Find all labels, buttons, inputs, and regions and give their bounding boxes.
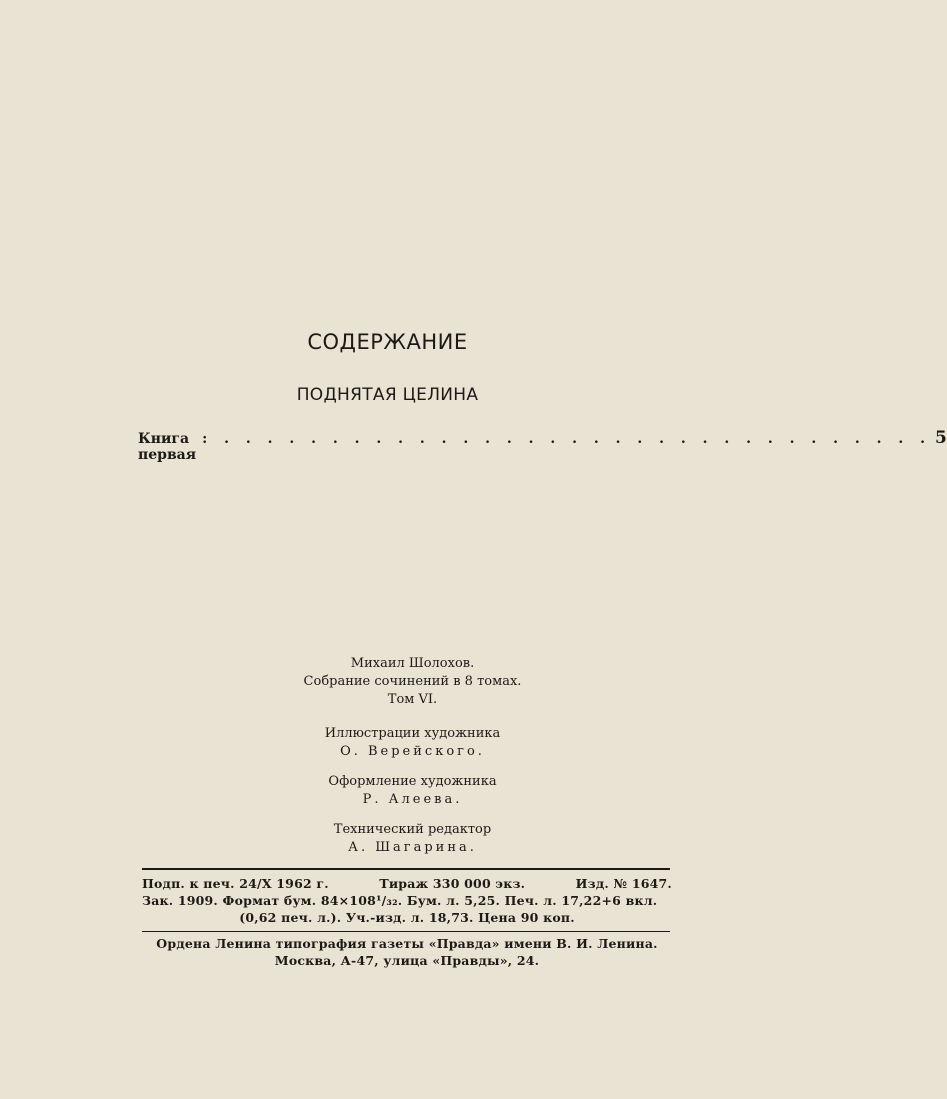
printer-block — [142, 935, 672, 969]
toc-entry-label: Книга первая — [138, 431, 197, 463]
author-block — [0, 655, 675, 709]
contents-title: СОДЕРЖАНИЕ — [307, 330, 468, 354]
printer-line-2: Москва, А-47, улица «Правды», 24. — [274, 953, 540, 968]
volume-number: Том VI. — [387, 692, 438, 707]
designer-role: Оформление художника — [328, 774, 497, 789]
imprint-block — [142, 875, 672, 926]
tech-editor-block — [0, 821, 675, 857]
illustrator-name: О. Верейского. — [340, 744, 485, 759]
divider-bottom — [142, 931, 670, 932]
printer-line-1: Ордена Ленина типография газеты «Правда» имени В. И. Ленина. — [156, 936, 658, 951]
imprint-line-1 — [142, 875, 672, 892]
divider-top — [142, 868, 670, 870]
imprint-edition: Изд. № 1647. — [575, 876, 672, 891]
collection-title: Собрание сочинений в 8 томах. — [303, 674, 522, 689]
illustrator-role: Иллюстрации художника — [324, 726, 501, 741]
author-name: Михаил Шолохов. — [350, 656, 475, 671]
illustrator-block — [0, 725, 675, 761]
toc-entry-page: 5 — [934, 428, 947, 448]
imprint-print-run: Тираж 330 000 экз. — [379, 876, 526, 891]
designer-name: Р. Алеева. — [362, 792, 463, 807]
toc-entry[interactable] — [138, 428, 947, 463]
imprint-signed: Подп. к печ. 24/X 1962 г. — [142, 876, 329, 891]
imprint-line-2: Зак. 1909. Формат бум. 84×108¹/₃₂. Бум. л. 5,25. Печ. л. 17,22+6 вкл. — [142, 893, 658, 908]
imprint-line-3: (0,62 печ. л.). Уч.-изд. л. 18,73. Цена 90 коп. — [239, 910, 575, 925]
designer-block — [0, 773, 675, 809]
tech-editor-role: Технический редактор — [333, 822, 492, 837]
toc-leader-dots: : . . . . . . . . . . . . . . . . . . . . . . . . . . . . . . . . . — [202, 431, 931, 447]
tech-editor-name: А. Шагарина. — [348, 840, 477, 855]
section-title: ПОДНЯТАЯ ЦЕЛИНА — [296, 385, 479, 405]
